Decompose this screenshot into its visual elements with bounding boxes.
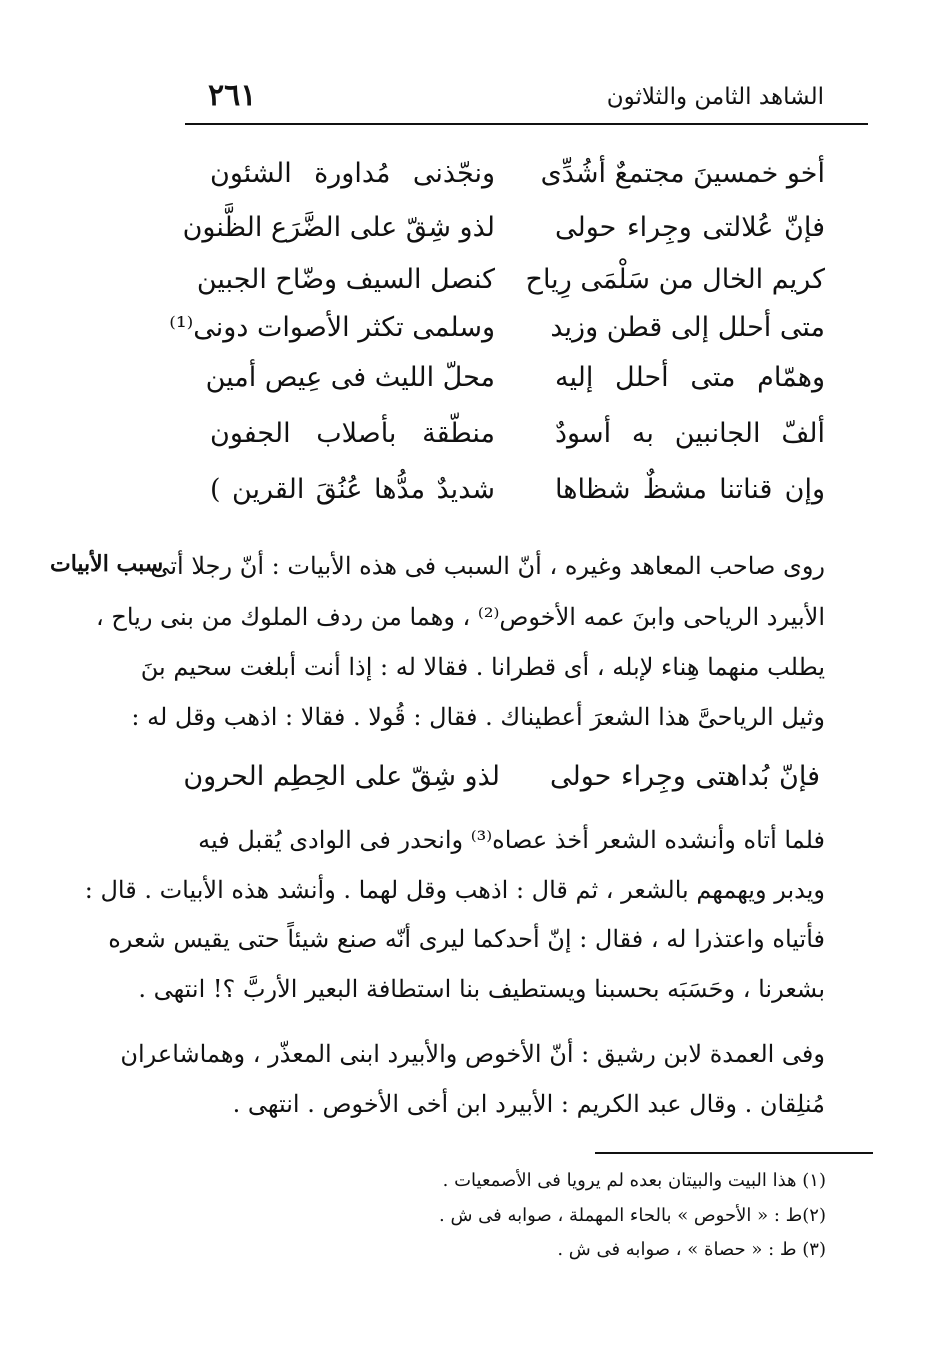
paragraph-response <box>84 820 825 1009</box>
verse-second-hemistich: منطّقة بأصلاب الجفون <box>210 418 495 449</box>
header-rule <box>185 123 868 125</box>
quoted-verse <box>183 761 820 801</box>
text-line: فلما أتاه وأنشده الشعر أخذ عصاه⁽³⁾ وانحدر فى الوادى يُقبل فيه <box>198 826 825 854</box>
text-line: وفى العمدة لابن رشيق : أنّ الأخوص والأبيرد ابنى المعذّر ، وهماشاعران <box>120 1040 825 1068</box>
poem-verse <box>200 418 825 458</box>
verse-first-hemistich: فإنّ عُلالتى وجِراء حولى <box>555 212 825 243</box>
verse-second-hemistich: كنصل السيف وضّاح الجبين <box>196 264 495 295</box>
margin-note: سبب الأبيات <box>50 551 164 577</box>
footnote-rule <box>595 1152 873 1154</box>
text-line: ويدبر ويهمهم بالشعر ، ثم قال : اذهب وقل لهما . وأنشد هذه الأبيات . قال : <box>84 876 825 904</box>
text-line: روى صاحب المعاهد وغيره ، أنّ السبب فى هذه الأبيات : أنّ رجلا أتى <box>150 552 825 580</box>
poem-verse <box>182 212 825 252</box>
verse-second-hemistich: لذو شِقّ على الضَّرَع الظَّنون <box>182 212 495 243</box>
verse-first-hemistich: ألفّ الجانبين به أسودٌ <box>555 418 825 449</box>
page-number: ٢٦١ <box>208 78 257 113</box>
poem-verse <box>196 264 825 304</box>
verse-second-hemistich: وسلمى تكثر الأصوات دونى⁽¹⁾ <box>169 312 495 343</box>
verse-second-hemistich: ونجّذنى مُداورة الشئون <box>210 158 495 189</box>
poem-verse <box>200 474 825 514</box>
verse-first-hemistich: أخو خمسينَ مجتمعٌ أشُدِّى <box>540 158 825 189</box>
text-line: مُنلِقان . وقال عبد الكريم : الأبيرد ابن أخى الأخوص . انتهى . <box>232 1090 825 1118</box>
verse-first-hemistich: كريم الخال من سَلْمَى رِياح <box>525 264 825 295</box>
text-line: وثيل الرياحىَّ هذا الشعرَ أعطيناك . فقال : قُولا . فقالا : اذهب وقل له : <box>131 703 825 731</box>
verse-first-hemistich: متى أحلل إلى قطن وزيد <box>550 312 825 343</box>
verse-second-hemistich: محلّ الليث فى عِيص أمين <box>205 362 495 393</box>
verse-first-hemistich: وإن قناتنا مشظٌ شظاها <box>555 474 825 505</box>
text-line: فأتياه واعتذرا له ، فقال : إنّ أحدكما ليرى أنّه صنع شيئاً حتى يقيس شعره <box>108 925 825 953</box>
text-line: بشعرنا ، وحَسَبَه بحسبنا ويستطيف بنا استطافة البعير الأربَّ ؟! انتهى . <box>138 975 825 1003</box>
text-line: يطلب منهما هِناء لإبله ، أى قطرانا . فقالا له : إذا أنت أبلغت سحيم بنَ <box>140 653 825 681</box>
footnote: (١) هذا البيت والبيتان بعده لم يرويا فى الأصمعيات . <box>442 1170 826 1191</box>
poem-verse <box>200 158 825 198</box>
poem-verse <box>200 362 825 402</box>
verse-second-hemistich: شديدٌ مدُّها عُنُقَ القرين ) <box>210 474 495 505</box>
poem-verse <box>169 312 825 352</box>
verse-first-hemistich: فإنّ بُداهتى وجِراء حولى <box>550 761 820 792</box>
paragraph-umda <box>120 1034 825 1124</box>
footnote: (٢)ط : « الأحوص » بالحاء المهملة ، صوابه فى ش . <box>439 1205 826 1226</box>
footnote: (٣) ط : « حصاة » ، صوابه فى ش . <box>557 1239 826 1260</box>
verse-second-hemistich: لذو شِقّ على الحِطِم الحرون <box>183 761 500 792</box>
verse-first-hemistich: وهمّام متى أحلل إليه <box>555 362 825 393</box>
text-line: الأبيرد الرياحى وابنَ عمه الأخوص⁽²⁾ ، وهما من ردف الملوك من بنى رياح ، <box>95 603 825 631</box>
running-header-title: الشاهد الثامن والثلاثون <box>606 84 824 110</box>
